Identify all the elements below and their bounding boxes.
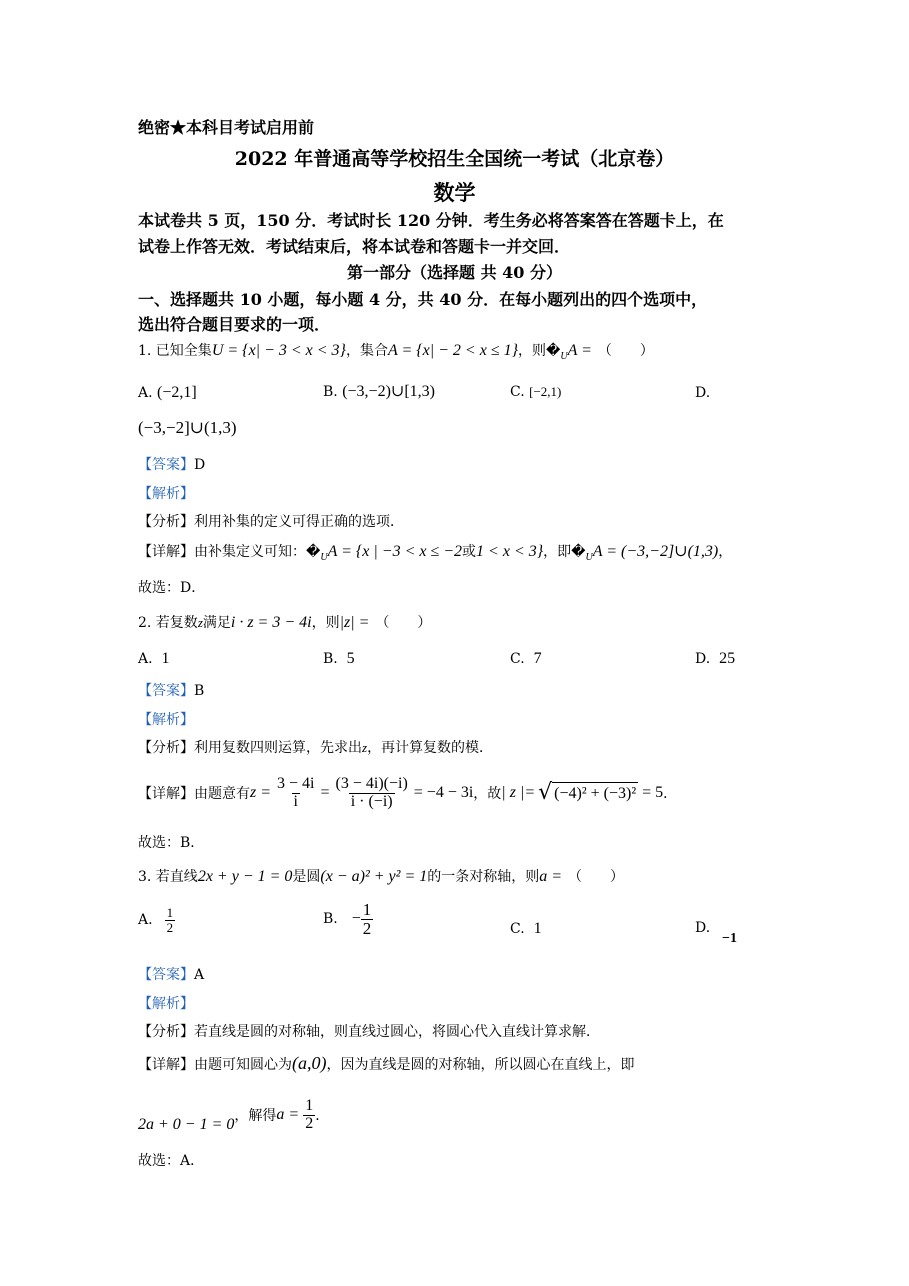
q3-a-res: a = [276, 1106, 300, 1123]
q2-answer-value: B [194, 683, 205, 699]
notice-line-2: 试卷上作答无效．考试结束后，将本试卷和答题卡一并交回． [138, 237, 571, 256]
q2-detail-z: z = [250, 784, 272, 801]
q3-option-a [138, 906, 175, 934]
q1-detail-text-2: ，即 [543, 544, 572, 560]
q2-sqrt [538, 782, 638, 804]
q2-opt-c-value: 7 [533, 650, 542, 667]
q2-answer-tag: 【答案】 [138, 683, 194, 699]
q2-abs-z: |z| = [339, 614, 370, 631]
q2-option-d [695, 650, 735, 668]
section-line-1: 一、选择题共 10 小题，每小题 4 分，共 40 分．在每小题列出的四个选项中， [138, 290, 708, 309]
part-title: 第一部分（选择题 共 40 分） [347, 263, 562, 282]
q2-conclusion: 故选：B． [138, 835, 205, 851]
q1-opt-b-label: B. [323, 384, 338, 400]
q2-fenxi [138, 737, 493, 757]
q3-opt-a-fraction [165, 906, 176, 934]
notice-line-1: 本试卷共 5 页，150 分．考试时长 120 分钟．考生务必将答案答在答题卡上，在 [138, 211, 724, 230]
q3-fenxi-tag: 【分析】 [138, 1024, 194, 1040]
q2-stem-text-3: ，则 [311, 615, 340, 631]
q3-opt-c-value: 1 [533, 920, 542, 937]
q3-res-num: 1 [305, 1096, 314, 1114]
q3-answer-tag: 【答案】 [138, 967, 194, 983]
q3-a-eq: a = [539, 868, 563, 885]
q3-stem-text: 3. 若直线 [138, 869, 198, 885]
q2-dot: ． [663, 786, 678, 802]
q1-set-u: U = {x| − 3 < x < 3} [211, 342, 346, 359]
q1-opt-a-value: (−2,1] [157, 384, 197, 401]
q3-stem [138, 866, 624, 886]
q3-option-d-label: D. [695, 920, 711, 936]
q1-answer-tag: 【答案】 [138, 457, 194, 473]
q1-detail-complement-2: � [571, 544, 586, 560]
q1-detail-or: 或 [462, 544, 477, 560]
q1-stem-text-3: ，则 [518, 343, 547, 359]
q2-detail-tag: 【详解】 [138, 786, 194, 802]
q3-option-c [510, 920, 542, 938]
q3-detail-text: 由题可知圆心为 [194, 1057, 292, 1073]
q3-stem-text-3: 的一条对称轴，则 [427, 869, 540, 885]
q1-answer-value: D [194, 457, 206, 473]
section-line-2: 选出符合题目要求的一项． [138, 315, 331, 334]
q2-equation: i · z = 3 − 4i [230, 614, 312, 631]
q2-fraction-2 [334, 776, 410, 811]
q2-opt-b-value: 5 [346, 650, 355, 667]
q1-answer [138, 454, 205, 474]
q3-detail-text-3: ，解得 [234, 1108, 277, 1124]
q1-fenxi-tag: 【分析】 [138, 514, 194, 530]
q3-eq: 2a + 0 − 1 = 0 [138, 1116, 235, 1133]
q1-opt-a-label: A. [138, 385, 153, 401]
q2-stem [138, 612, 431, 632]
q3-stem-text-2: 是圆 [292, 869, 321, 885]
q2-opt-a-label: A. [138, 651, 153, 667]
q3-center: (a,0) [292, 1053, 327, 1073]
q1-option-d-label: D. [695, 385, 711, 401]
q3-opt-c-label: C. [510, 921, 525, 937]
q3-fenxi [138, 1021, 600, 1041]
q2-fenxi-z: z [362, 740, 368, 755]
q2-frac2-den: i · (−i) [350, 792, 393, 810]
q3-result-fraction [303, 1098, 315, 1133]
q2-option-c [510, 650, 542, 668]
q1-analysis-tag: 【解析】 [138, 486, 194, 502]
q2-answer [138, 680, 204, 700]
q2-eq-2: = −4 − 3i [413, 784, 474, 801]
q1-fenxi [138, 511, 404, 531]
q1-detail-text: 由补集定义可知： [194, 544, 306, 560]
q1-stem [138, 340, 654, 362]
q2-fenxi-text-2: ，再计算复数的模． [367, 740, 494, 756]
q1-option-a [138, 384, 197, 402]
q3-detail [138, 1053, 635, 1074]
q2-stem-text: 2. 若复数 [138, 615, 198, 631]
q3-opt-a-num: 1 [166, 905, 174, 920]
q3-detail-line-2 [138, 1090, 329, 1140]
q3-opt-a-label: A. [138, 912, 153, 929]
q2-frac2-num: (3 − 4i)(−i) [335, 774, 408, 792]
q1-paren: （ ） [597, 343, 654, 359]
q1-option-d-value: (−3,−2]∪(1,3) [138, 418, 237, 437]
q3-answer-value: A [194, 967, 205, 983]
q1-detail-set-1: A = {x | −3 < x ≤ −2 [327, 543, 463, 560]
q3-analysis-tag: 【解析】 [138, 996, 194, 1012]
q3-opt-b-label: B. [323, 911, 338, 928]
q3-opt-b-num: 1 [362, 900, 372, 919]
q2-opt-d-value: 25 [719, 650, 736, 667]
q3-line: 2x + y − 1 = 0 [197, 868, 293, 885]
q1-fenxi-text: 利用补集的定义可得正确的选项． [194, 514, 404, 530]
q3-detail-tag: 【详解】 [138, 1057, 194, 1073]
q3-fenxi-text: 若直线是圆的对称轴，则直线过圆心，将圆心代入直线计算求解． [194, 1024, 600, 1040]
q2-result: = 5 [642, 784, 664, 801]
q1-option-c [510, 384, 561, 400]
q2-z: z [197, 615, 203, 630]
q1-detail-sub: U [320, 551, 328, 563]
q3-circle: (x − a)² + y² = 1 [320, 868, 428, 885]
q1-opt-c-label: C. [510, 384, 525, 400]
q2-sqrt-sign: √ [538, 780, 553, 805]
q2-opt-c-label: C. [510, 651, 525, 667]
secret-label: 绝密★本科目考试启用前 [138, 118, 315, 137]
q3-paren: （ ） [568, 869, 625, 885]
q3-opt-b-den: 2 [362, 918, 372, 938]
q1-option-b [323, 381, 435, 401]
q2-detail [138, 768, 677, 818]
q2-frac1-num: 3 − 4i [277, 774, 315, 792]
q3-option-d-value: −1 [722, 931, 737, 946]
q2-opt-a-value: 1 [161, 650, 170, 667]
q2-stem-text-2: 满足 [202, 615, 231, 631]
q2-option-b [323, 650, 355, 668]
q2-fenxi-text: 利用复数四则运算，先求出 [194, 740, 362, 756]
q1-conclusion: 故选：D． [138, 580, 206, 596]
q1-detail-complement: � [306, 544, 321, 560]
q1-complement-sub: U [560, 350, 568, 362]
q2-option-a [138, 650, 169, 668]
exam-title: 2022 年普通高等学校招生全国统一考试（北京卷） [234, 148, 675, 170]
subject-title: 数学 [433, 180, 476, 205]
q1-detail-tag: 【详解】 [138, 544, 194, 560]
q3-option-b [323, 901, 373, 938]
q3-answer [138, 964, 204, 984]
q2-detail-text-2: ，故 [473, 786, 502, 802]
q3-dot: ． [315, 1108, 330, 1124]
q3-conclusion: 故选：A． [138, 1153, 205, 1169]
q1-detail [138, 541, 732, 563]
q2-opt-d-label: D. [695, 651, 711, 667]
q2-paren: （ ） [375, 615, 432, 631]
q1-stem-text-2: ，集合 [345, 343, 388, 359]
q3-detail-text-2: ，因为直线是圆的对称轴，所以圆心在直线上，即 [326, 1057, 635, 1073]
q3-opt-b-fraction [361, 901, 374, 938]
q2-frac1-den: i [293, 792, 298, 810]
q1-complement-symbol: � [546, 343, 561, 359]
q2-fraction-1 [275, 776, 316, 811]
q2-analysis-tag: 【解析】 [138, 712, 194, 728]
q1-stem-text: 1. 已知全集 [138, 343, 212, 359]
q2-abs-expr: | z |= [501, 784, 536, 801]
q1-stem-a: A = [567, 342, 592, 359]
q3-opt-a-den: 2 [166, 919, 174, 935]
q2-fenxi-tag: 【分析】 [138, 740, 194, 756]
q1-set-a: A = {x| − 2 < x ≤ 1} [387, 342, 519, 359]
q1-detail-sub-2: U [585, 551, 593, 563]
q2-eq-1: = [320, 784, 330, 801]
q1-detail-comma: ， [718, 544, 733, 560]
q2-opt-b-label: B. [323, 651, 338, 667]
q1-opt-c-value: [−2,1) [529, 384, 562, 399]
q2-detail-text: 由题意有 [194, 786, 250, 802]
q1-detail-result: A = (−3,−2]∪(1,3) [592, 543, 719, 560]
q3-opt-b-minus: − [351, 910, 361, 928]
q1-opt-b-value: (−3,−2)∪[1,3) [342, 383, 435, 400]
q3-res-den: 2 [305, 1114, 314, 1132]
q2-sqrt-expr: (−4)² + (−3)² [552, 782, 638, 804]
q1-detail-set-2: 1 < x < 3} [476, 543, 544, 560]
